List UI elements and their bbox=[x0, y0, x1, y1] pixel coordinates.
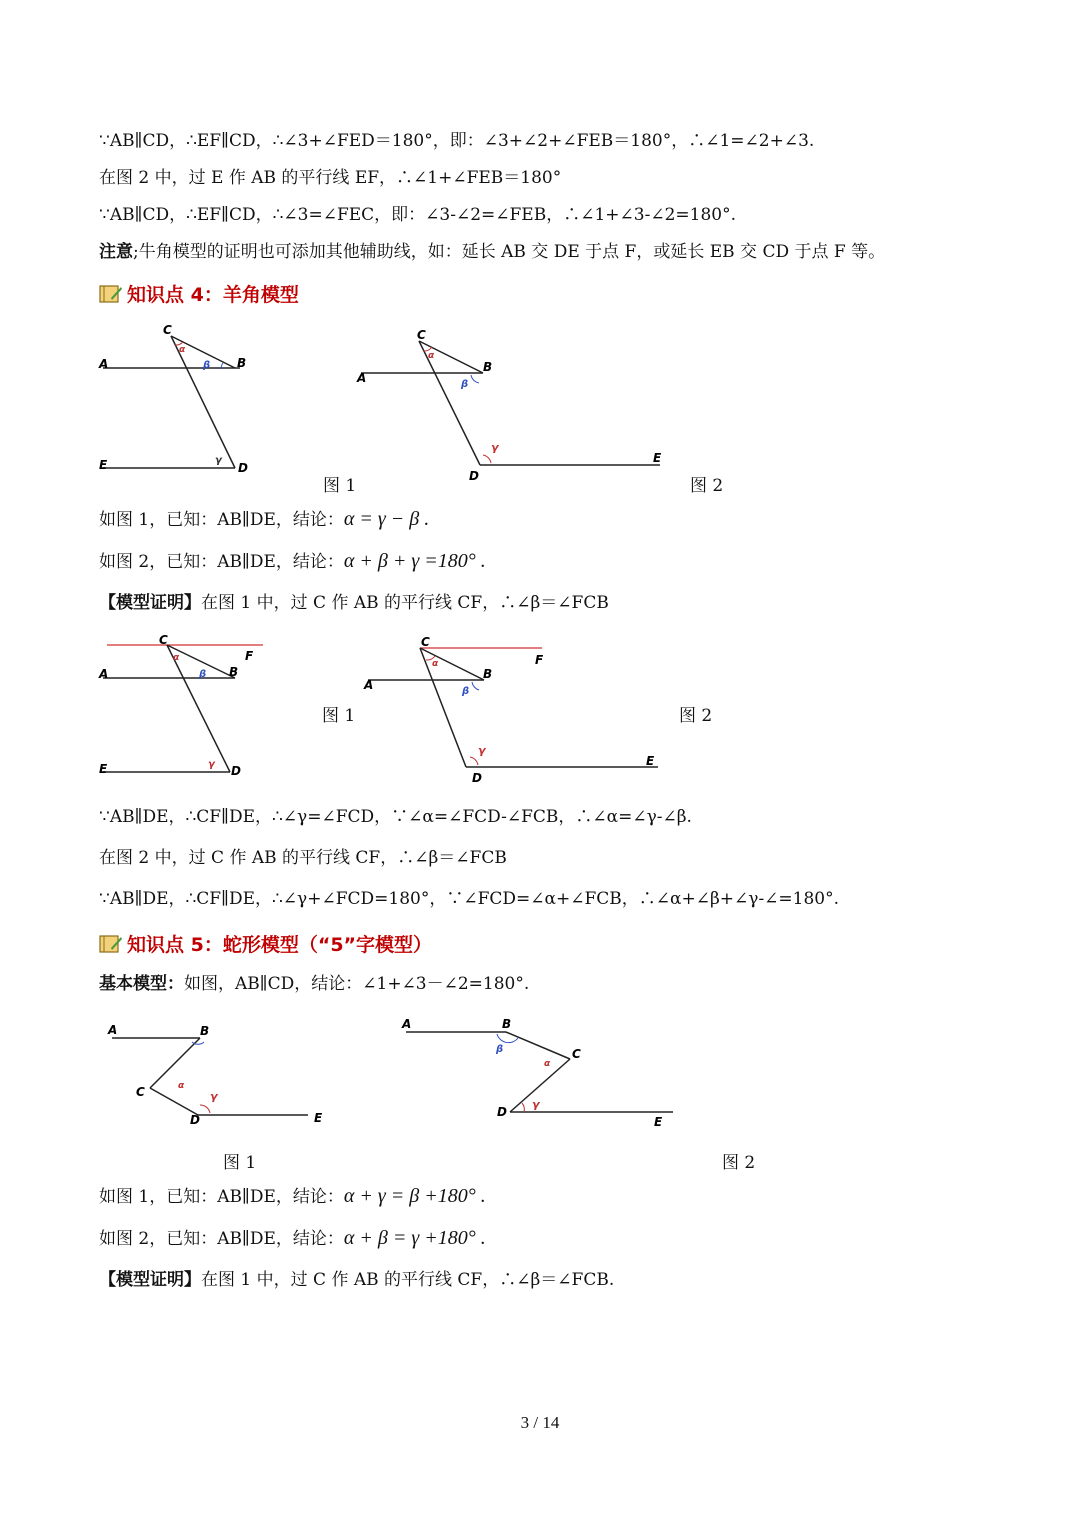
svg-text:C: C bbox=[421, 635, 430, 649]
heading-5-text: 知识点 5：蛇形模型（“5”字模型） bbox=[127, 934, 433, 956]
figure-label-1a: 图 1 bbox=[323, 476, 357, 496]
conclusion-fig2 bbox=[99, 550, 486, 573]
svg-text:D: D bbox=[472, 771, 482, 785]
svg-text:γ: γ bbox=[215, 455, 222, 466]
svg-text:E: E bbox=[654, 1115, 663, 1129]
proof-line-10: ∵AB∥DE，∴CF∥DE，∴∠γ+∠FCD=180°，∵∠FCD=∠α+∠FCB，∴∠α+∠β+∠γ-∠=180°. bbox=[99, 889, 840, 909]
svg-text:B: B bbox=[483, 360, 493, 374]
conclusion-fig2-text: 如图 2，已知：AB∥DE，结论： bbox=[99, 552, 344, 572]
svg-text:D: D bbox=[190, 1113, 200, 1127]
figure-goat-aux-2 bbox=[362, 632, 672, 787]
proof-start-1 bbox=[99, 592, 609, 614]
svg-text:γ: γ bbox=[491, 441, 499, 454]
svg-text:C: C bbox=[163, 323, 172, 337]
svg-text:A: A bbox=[364, 678, 374, 692]
snake-proof-text: 在图 1 中，过 C 作 AB 的平行线 CF，∴∠β＝∠FCB. bbox=[201, 1270, 615, 1290]
figure-label-snake-2: 图 2 bbox=[722, 1153, 756, 1173]
svg-text:B: B bbox=[502, 1017, 512, 1031]
svg-text:α: α bbox=[428, 351, 435, 361]
note-line bbox=[99, 241, 885, 263]
svg-text:F: F bbox=[535, 653, 544, 667]
svg-text:F: F bbox=[245, 649, 254, 663]
svg-text:E: E bbox=[99, 458, 108, 472]
figure-label-2a: 图 2 bbox=[690, 476, 724, 496]
svg-text:β: β bbox=[496, 1044, 504, 1055]
proof-line-1: ∵AB∥CD，∴EF∥CD，∴∠3+∠FED＝180°，即：∠3+∠2+∠FEB＝180°，∴∠1=∠2+∠3. bbox=[99, 131, 815, 151]
snake-conclusion-2-formula: α + β = γ +180° . bbox=[343, 1227, 486, 1249]
svg-text:B: B bbox=[483, 667, 493, 681]
figure-label-2b: 图 2 bbox=[679, 706, 713, 726]
snake-proof-label: 【模型证明】 bbox=[99, 1270, 201, 1290]
snake-conclusion-1-formula: α + γ = β +180° . bbox=[343, 1185, 486, 1207]
proof-line-3: ∵AB∥CD，∴EF∥CD，∴∠3=∠FEC，即：∠3-∠2=∠FEB，∴∠1+∠3-∠2=180°. bbox=[99, 205, 736, 225]
svg-text:E: E bbox=[646, 754, 655, 768]
snake-proof-start bbox=[99, 1269, 614, 1291]
svg-text:β: β bbox=[461, 379, 469, 390]
svg-text:α: α bbox=[178, 1081, 185, 1091]
svg-text:γ: γ bbox=[208, 759, 215, 770]
proof-start-text: 在图 1 中，过 C 作 AB 的平行线 CF，∴∠β＝∠FCB bbox=[201, 593, 609, 613]
proof-label: 【模型证明】 bbox=[99, 593, 201, 613]
svg-text:C: C bbox=[417, 328, 426, 342]
conclusion-fig1-text: 如图 1，已知：AB∥DE，结论： bbox=[99, 510, 344, 530]
svg-text:C: C bbox=[136, 1085, 145, 1099]
svg-text:B: B bbox=[200, 1024, 210, 1038]
svg-text:B: B bbox=[237, 356, 247, 370]
svg-text:E: E bbox=[314, 1111, 323, 1125]
book-icon bbox=[99, 284, 123, 304]
svg-text:α: α bbox=[179, 345, 186, 355]
svg-text:β: β bbox=[462, 686, 470, 697]
figure-goat-2 bbox=[355, 325, 675, 485]
svg-text:A: A bbox=[99, 357, 109, 371]
svg-text:D: D bbox=[238, 461, 248, 475]
svg-text:C: C bbox=[159, 633, 168, 647]
snake-conclusion-2 bbox=[99, 1227, 486, 1250]
figure-snake-2 bbox=[398, 1012, 688, 1132]
svg-text:A: A bbox=[108, 1023, 118, 1037]
proof-line-2: 在图 2 中，过 E 作 AB 的平行线 EF，∴∠1+∠FEB＝180° bbox=[99, 168, 562, 188]
svg-text:C: C bbox=[572, 1047, 581, 1061]
conclusion-fig2-formula: α + β + γ =180° . bbox=[343, 550, 486, 572]
svg-text:E: E bbox=[653, 451, 662, 465]
figure-label-snake-1: 图 1 bbox=[223, 1153, 257, 1173]
book-icon bbox=[99, 934, 123, 954]
proof-line-9: 在图 2 中，过 C 作 AB 的平行线 CF，∴∠β＝∠FCB bbox=[99, 848, 507, 868]
section-heading-4 bbox=[99, 280, 299, 307]
conclusion-fig1-formula: α = γ − β . bbox=[343, 508, 430, 530]
figure-goat-1 bbox=[95, 318, 265, 478]
svg-text:β: β bbox=[203, 360, 211, 371]
svg-text:β: β bbox=[199, 669, 207, 680]
svg-text:γ: γ bbox=[532, 1098, 540, 1111]
svg-text:D: D bbox=[469, 469, 479, 483]
basic-model-text: 如图，AB∥CD，结论：∠1+∠3－∠2=180°. bbox=[184, 974, 530, 994]
note-label: 注意 bbox=[99, 242, 133, 262]
figure-snake-1 bbox=[100, 1018, 340, 1128]
conclusion-fig1 bbox=[99, 508, 429, 531]
svg-text:α: α bbox=[173, 653, 180, 663]
svg-text:D: D bbox=[497, 1105, 507, 1119]
heading-4-text: 知识点 4：羊角模型 bbox=[127, 284, 299, 306]
proof-line-8: ∵AB∥DE，∴CF∥DE，∴∠γ=∠FCD，∵∠α=∠FCD-∠FCB，∴∠α=∠γ-∠β. bbox=[99, 807, 692, 827]
note-text: ;牛角模型的证明也可添加其他辅助线，如：延长 AB 交 DE 于点 F，或延长 EB 交 CD 于点 F 等。 bbox=[133, 242, 886, 262]
svg-text:A: A bbox=[357, 371, 367, 385]
svg-text:A: A bbox=[402, 1017, 412, 1031]
basic-model-label: 基本模型： bbox=[99, 974, 184, 994]
svg-text:D: D bbox=[231, 764, 241, 778]
svg-text:E: E bbox=[99, 762, 108, 776]
snake-conclusion-1-text: 如图 1，已知：AB∥DE，结论： bbox=[99, 1187, 344, 1207]
svg-text:A: A bbox=[99, 667, 109, 681]
svg-text:α: α bbox=[544, 1059, 551, 1069]
svg-text:B: B bbox=[229, 665, 239, 679]
svg-text:γ: γ bbox=[210, 1090, 218, 1103]
snake-conclusion-2-text: 如图 2，已知：AB∥DE，结论： bbox=[99, 1229, 344, 1249]
basic-model-line bbox=[99, 973, 529, 995]
page-number: 3 / 14 bbox=[520, 1413, 560, 1432]
figure-label-1b: 图 1 bbox=[322, 706, 356, 726]
snake-conclusion-1 bbox=[99, 1185, 486, 1208]
svg-text:α: α bbox=[432, 659, 439, 669]
figure-goat-aux-1 bbox=[95, 630, 275, 780]
svg-text:γ: γ bbox=[478, 744, 486, 757]
section-heading-5 bbox=[99, 930, 432, 957]
